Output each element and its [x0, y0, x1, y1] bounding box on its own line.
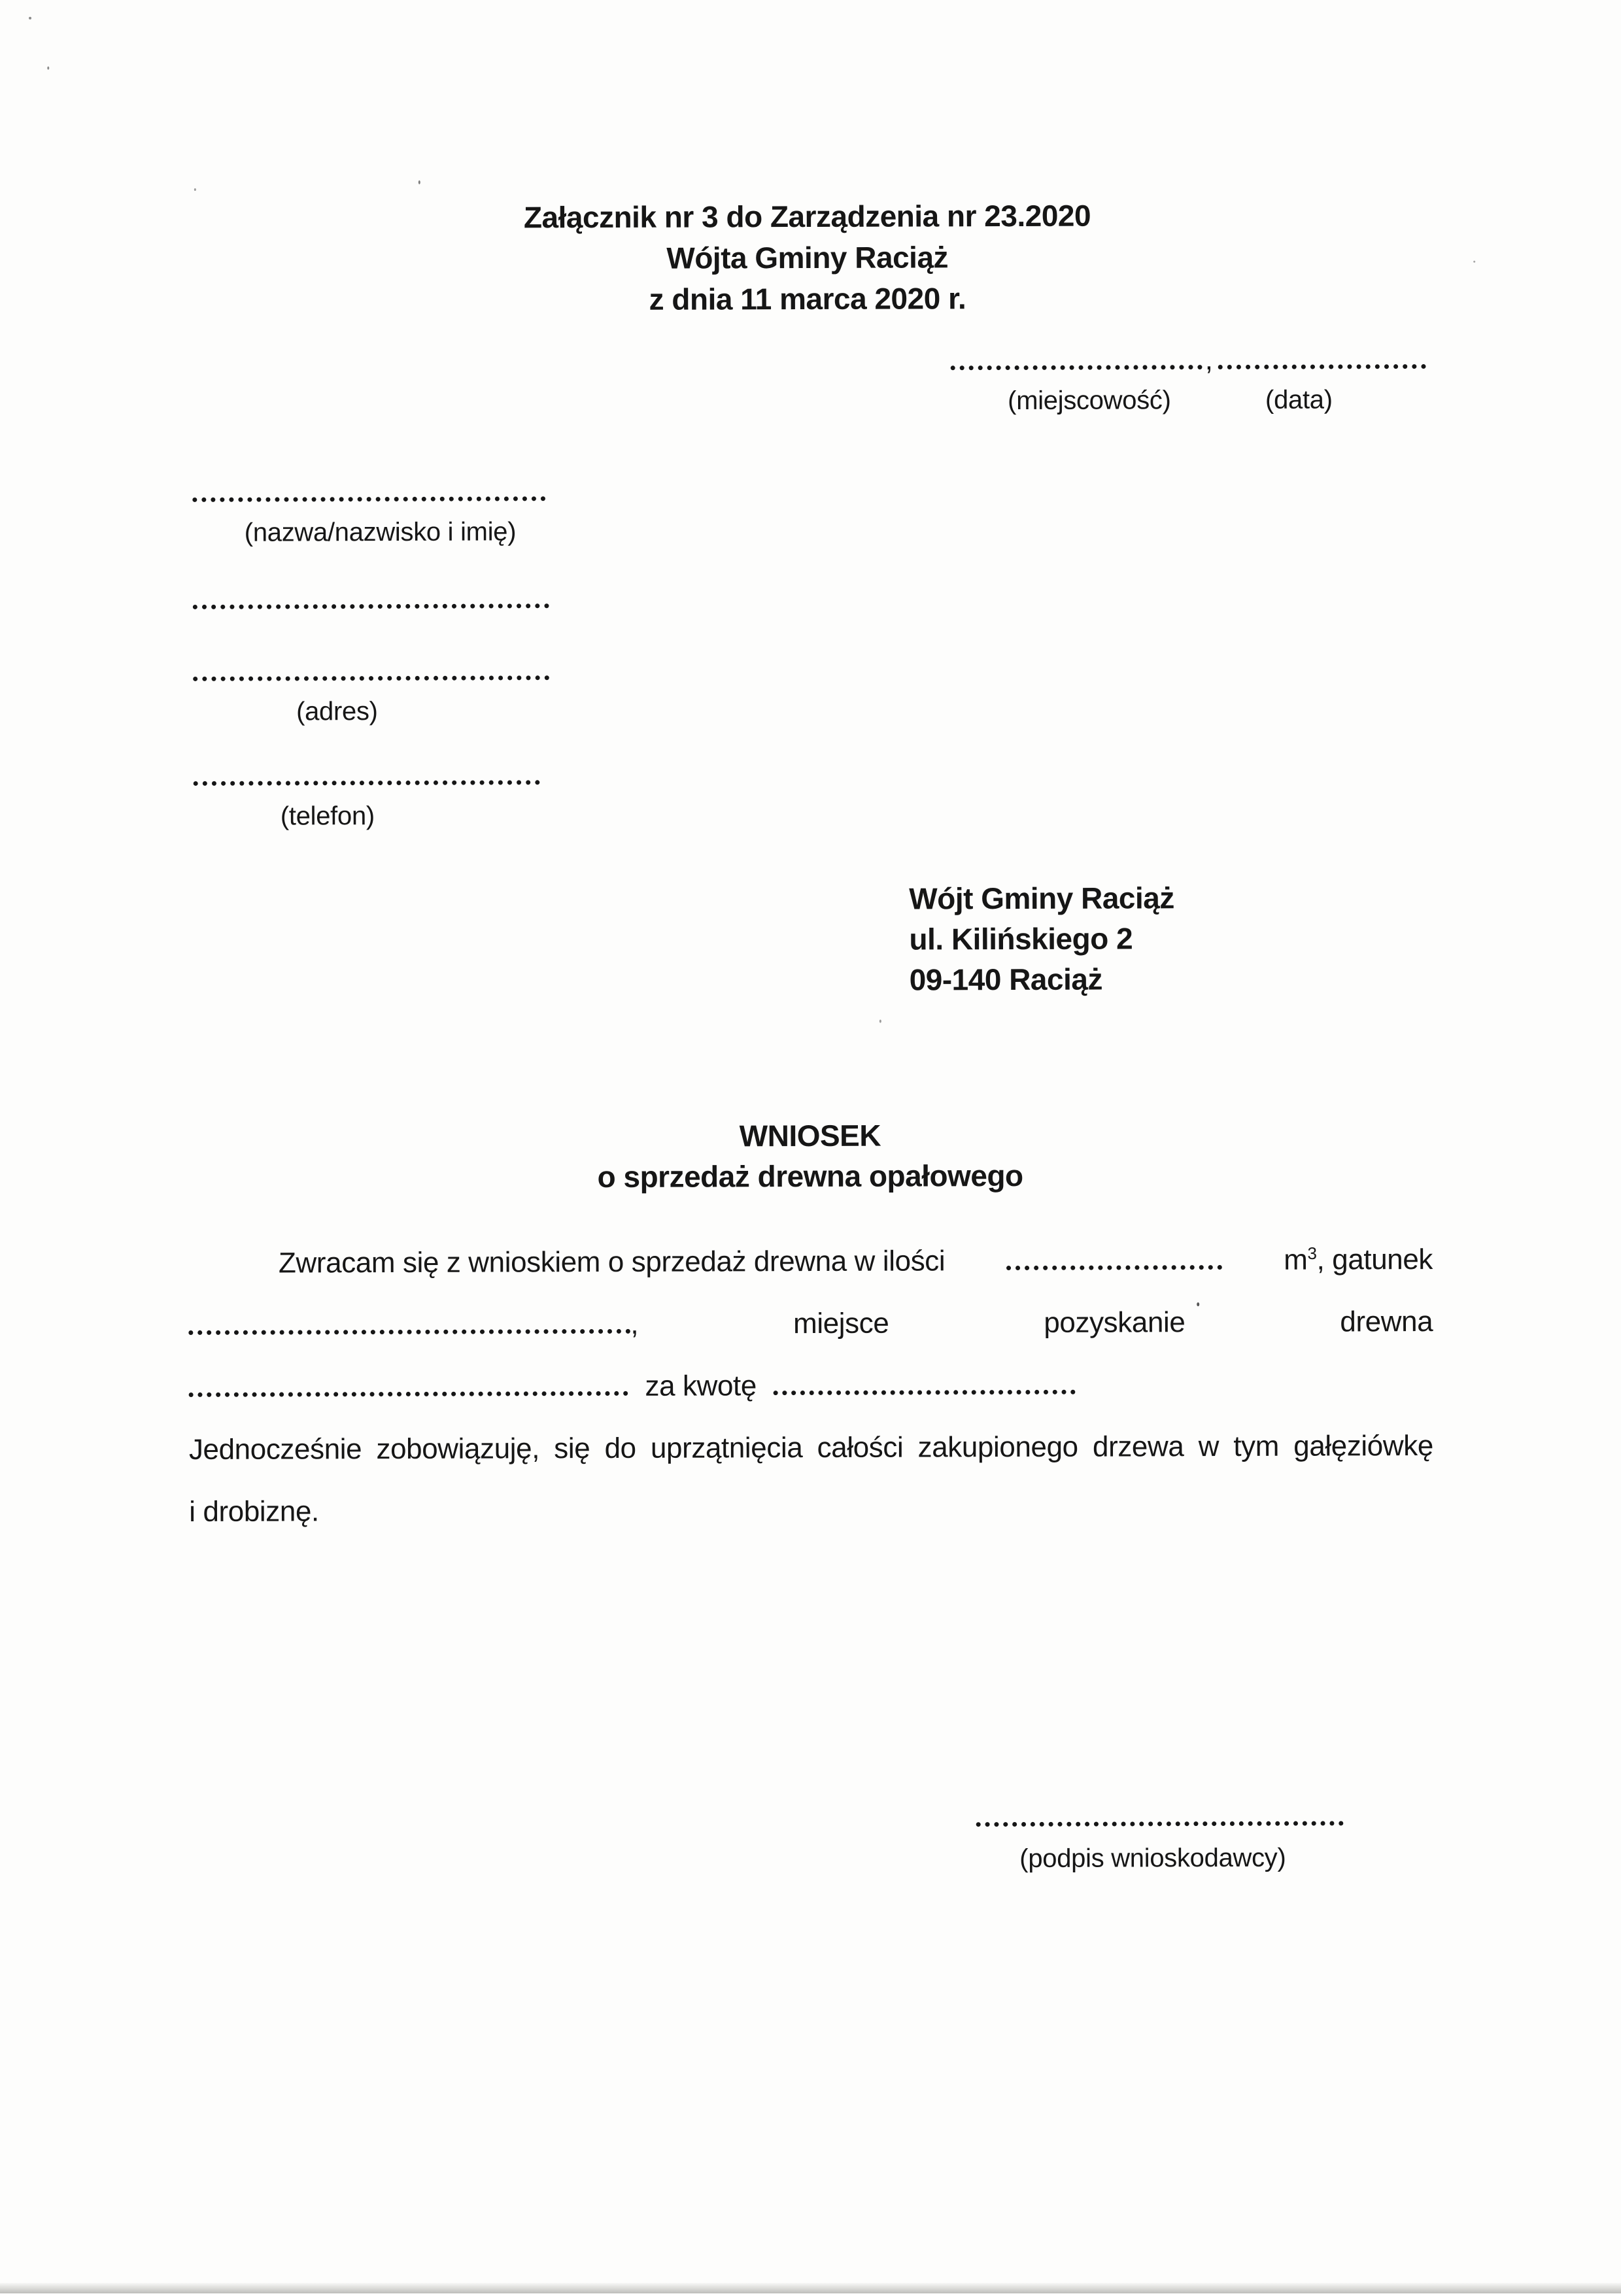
scan-bottom-edge: [0, 2283, 1621, 2293]
addressee-line1: Wójt Gminy Raciąż: [909, 881, 1174, 916]
request-line-2: [188, 1291, 1433, 1357]
request-line2-word3: drewna: [1340, 1306, 1433, 1338]
attachment-header-line3: z dnia 11 marca 2020 r.: [649, 281, 966, 316]
addressee-line3: 09-140 Raciąż: [909, 962, 1102, 997]
applicant-name-blank-line: [192, 496, 545, 502]
species-blank-comma: ,: [630, 1308, 639, 1340]
attachment-header: [0, 194, 1618, 322]
place-date-blanks: [951, 343, 1426, 377]
place-date-separator: ,: [1204, 344, 1213, 377]
scan-speckle: [879, 1020, 881, 1023]
document-title: [0, 1113, 1621, 1199]
request-line1-text: Zwracam się z wnioskiem o sprzedaż drewna w ilości: [278, 1245, 946, 1279]
applicant-name-label: (nazwa/nazwisko i imię): [244, 517, 517, 547]
date-blank-line: [1218, 362, 1426, 369]
obligation-line-2: i drobiznę.: [189, 1495, 319, 1528]
scan-speckle: [1197, 1302, 1199, 1306]
document-title-main: WNIOSEK: [739, 1118, 881, 1153]
species-blank-line: [188, 1326, 630, 1335]
scan-speckle: [418, 180, 420, 184]
species-blank-segment: [188, 1293, 638, 1357]
request-line2-word1: miejsce: [793, 1307, 889, 1340]
request-line3-text: za kwotę: [645, 1370, 757, 1402]
addressee-line2: ul. Kilińskiego 2: [909, 921, 1133, 956]
scan-speckle: [29, 17, 31, 20]
date-label: (data): [1265, 385, 1333, 414]
addressee-block: [909, 877, 1174, 1000]
unit-m: m: [1284, 1243, 1308, 1276]
obligation-line-1: Jednocześnie zobowiązuję, się do uprzątnięcia całości zakupionego drzewa w tym gałęziówkę: [188, 1430, 1433, 1466]
signature-label: (podpis wnioskodawcy): [1019, 1843, 1286, 1873]
request-line-1: [188, 1228, 1433, 1294]
applicant-address-blank-line-1: [193, 603, 549, 609]
request-line1-unit: [1284, 1228, 1433, 1291]
request-line1-tail: , gatunek: [1316, 1243, 1433, 1276]
document-title-subtitle: o sprzedaż drewna opałowego: [597, 1158, 1023, 1194]
amount-blank-line: [774, 1387, 1076, 1395]
scan-speckle: [47, 67, 49, 70]
place-label: (miejscowość): [1008, 386, 1171, 416]
attachment-header-line1: Załącznik nr 3 do Zarządzenia nr 23.2020: [523, 198, 1091, 235]
quantity-blank-line: [1006, 1262, 1222, 1270]
place-blank-line: [951, 362, 1203, 370]
applicant-address-blank-line-2: [193, 675, 549, 681]
applicant-phone-label: (telefon): [280, 802, 375, 831]
scan-speckle: [1473, 261, 1475, 263]
applicant-phone-blank-line: [194, 780, 540, 786]
signature-blank-line: [976, 1821, 1344, 1827]
attachment-header-line2: Wójta Gminy Raciąż: [666, 240, 949, 275]
request-paragraph: [188, 1228, 1433, 1543]
applicant-address-label: (adres): [296, 697, 378, 726]
unit-exponent: 3: [1307, 1243, 1317, 1263]
request-line-3: [188, 1353, 1433, 1419]
scan-speckle: [194, 188, 196, 191]
location-blank-line: [189, 1389, 628, 1397]
request-line2-word2: pozyskanie: [1044, 1306, 1186, 1339]
